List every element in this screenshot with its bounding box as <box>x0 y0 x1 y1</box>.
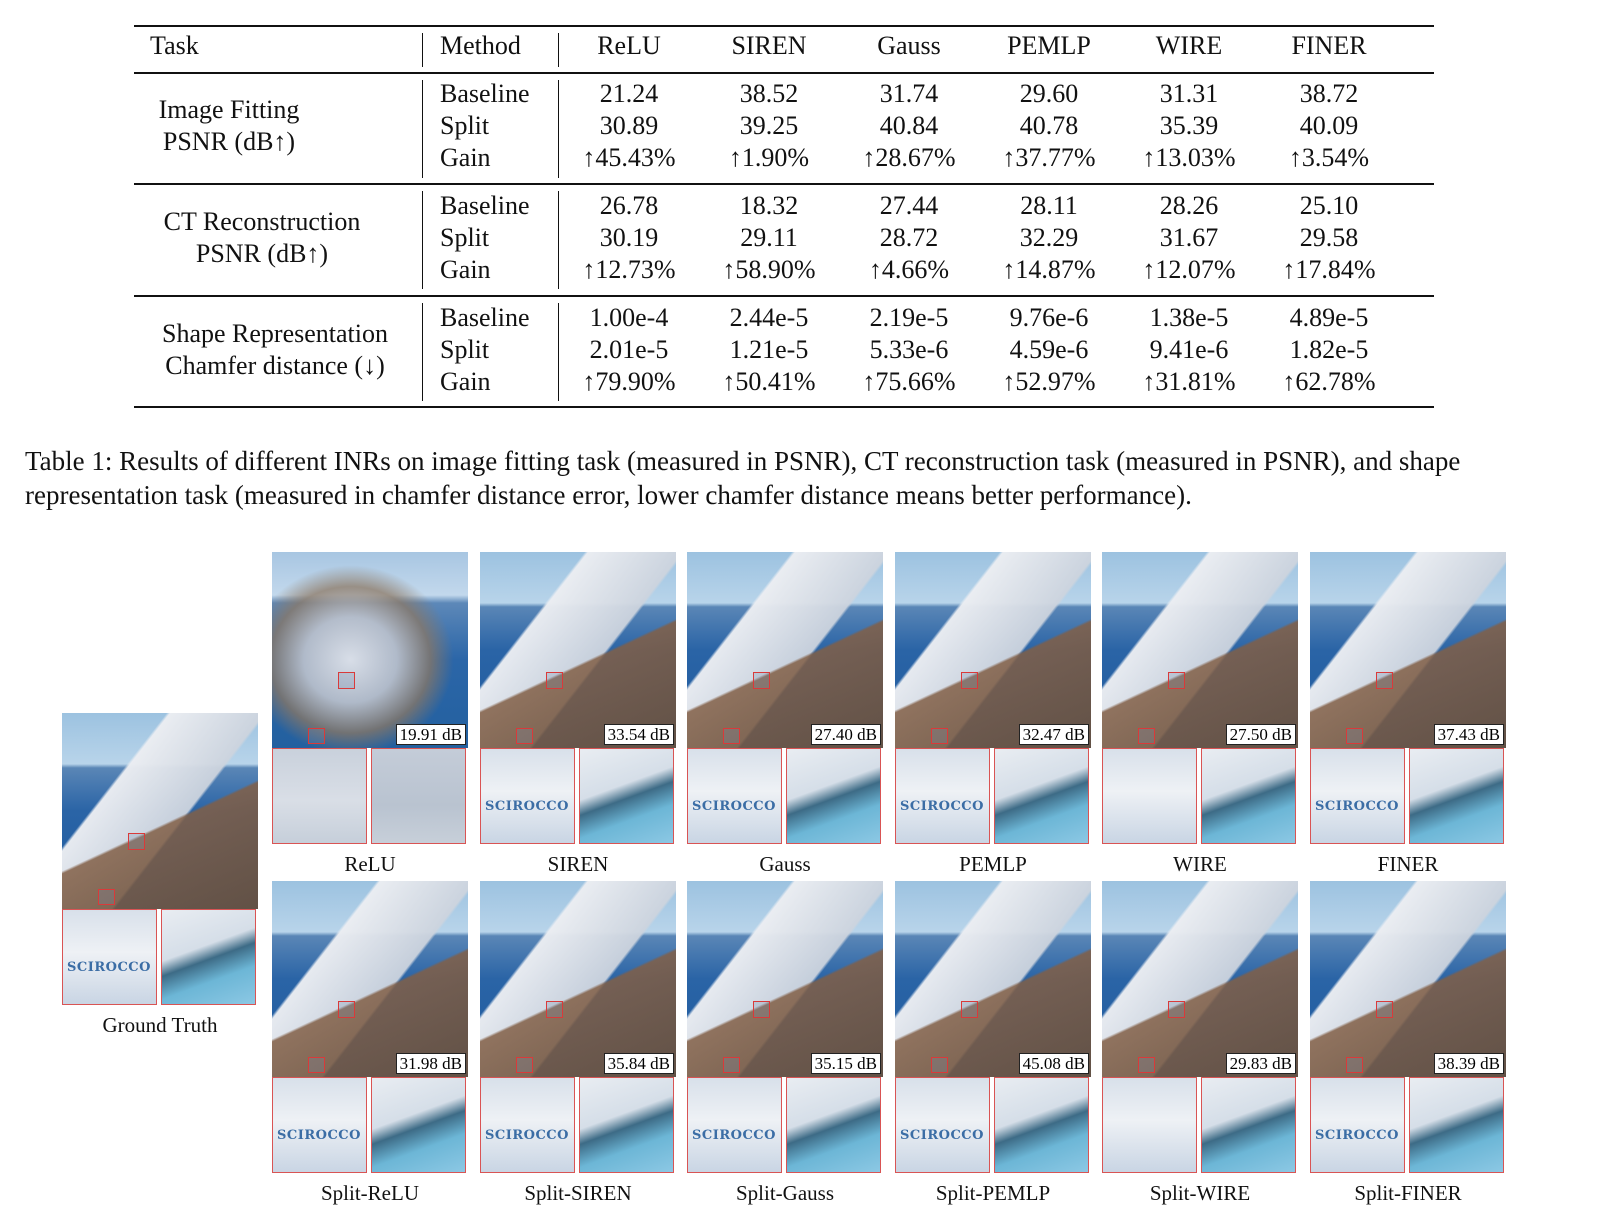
panel-split-wire <box>1102 881 1298 1205</box>
method-label: Baseline <box>440 303 530 332</box>
table-cell: ↑75.66% <box>862 367 956 396</box>
zoom-marker <box>961 672 978 689</box>
psnr-badge: 45.08 dB <box>1019 1053 1089 1074</box>
table-cell: ↑12.73% <box>582 255 676 284</box>
table-cell: 2.19e-5 <box>869 303 949 332</box>
psnr-badge: 27.40 dB <box>811 724 881 745</box>
table-cell: 28.11 <box>1020 191 1078 220</box>
crop-stairs <box>1409 1077 1504 1173</box>
crop-sign-text: SCIROCCO <box>692 799 776 814</box>
table-header-rule <box>134 72 1434 74</box>
header-task: Task <box>150 31 199 60</box>
header-wire: WIRE <box>1155 31 1223 60</box>
table-vline <box>422 303 423 401</box>
table-cell: ↑79.90% <box>582 367 676 396</box>
panel-image <box>272 552 468 748</box>
crop-sign <box>1102 748 1197 844</box>
method-label: Gain <box>440 255 491 284</box>
crop-stairs <box>994 748 1089 844</box>
panel-image <box>1310 552 1506 748</box>
panel-image <box>480 881 676 1077</box>
table-cell: 25.10 <box>1299 191 1359 220</box>
zoom-marker <box>98 889 115 905</box>
psnr-badge: 19.91 dB <box>396 724 466 745</box>
table-cell: 40.78 <box>1019 111 1079 140</box>
task-name: CT Reconstruction <box>163 207 361 236</box>
table-cell: 18.32 <box>739 191 799 220</box>
crop-sign <box>687 1077 782 1173</box>
table-cell: 5.33e-6 <box>869 335 949 364</box>
panel-pemlp <box>895 552 1091 876</box>
task-metric: Chamfer distance (↓) <box>165 351 385 380</box>
panel-image <box>62 713 258 909</box>
panel-image <box>895 881 1091 1077</box>
method-label: Split <box>440 335 490 364</box>
crop-stairs <box>786 748 881 844</box>
table-cell: 2.44e-5 <box>729 303 809 332</box>
table-cell: 29.60 <box>1019 79 1079 108</box>
table-cell: 32.29 <box>1019 223 1079 252</box>
crop-stairs <box>161 909 256 1005</box>
panel-image <box>1310 881 1506 1077</box>
table-cell: ↑4.66% <box>868 255 950 284</box>
table-cell: ↑58.90% <box>722 255 816 284</box>
table-cell: 38.52 <box>739 79 799 108</box>
crop-stairs <box>1201 1077 1296 1173</box>
zoom-marker <box>516 728 533 744</box>
crop-sign-text: SCIROCCO <box>485 799 569 814</box>
psnr-badge: 32.47 dB <box>1019 724 1089 745</box>
panel-ground-truth <box>62 713 258 1037</box>
crop-sign <box>1102 1077 1197 1173</box>
zoom-marker <box>723 728 740 744</box>
table-cell: ↑1.90% <box>728 143 810 172</box>
crop-stairs <box>1409 748 1504 844</box>
table-cell: ↑37.77% <box>1002 143 1096 172</box>
zoom-marker <box>308 1057 325 1073</box>
method-label: Baseline <box>440 191 530 220</box>
table-cell: ↑50.41% <box>722 367 816 396</box>
psnr-badge: 31.98 dB <box>396 1053 466 1074</box>
table-cell: 1.82e-5 <box>1289 335 1369 364</box>
table-cell: 4.59e-6 <box>1009 335 1089 364</box>
crop-sign <box>895 1077 990 1173</box>
crop-sign <box>272 748 367 844</box>
table-cell: 28.72 <box>879 223 939 252</box>
crop-stairs <box>371 1077 466 1173</box>
panel-label: Split-WIRE <box>1149 1181 1251 1205</box>
panel-split-relu <box>272 881 468 1205</box>
task-metric: PSNR (dB↑) <box>195 239 329 268</box>
crop-sign <box>687 748 782 844</box>
crop-stairs <box>1201 748 1296 844</box>
table-vline <box>422 33 423 67</box>
crop-sign-text: SCIROCCO <box>1315 1128 1399 1143</box>
table-group-rule <box>134 183 1434 185</box>
method-label: Baseline <box>440 79 530 108</box>
crop-stairs <box>579 748 674 844</box>
zoom-marker <box>308 728 325 744</box>
panel-image <box>272 881 468 1077</box>
panel-image <box>1102 552 1298 748</box>
header-method: Method <box>440 31 521 60</box>
zoom-marker <box>931 1057 948 1073</box>
table-cell: 39.25 <box>739 111 799 140</box>
crop-sign-text: SCIROCCO <box>485 1128 569 1143</box>
panel-label: Split-FINER <box>1354 1181 1462 1205</box>
panel-label: Split-PEMLP <box>935 1181 1051 1205</box>
zoom-marker <box>338 1001 355 1018</box>
crop-stairs <box>994 1077 1089 1173</box>
zoom-marker <box>753 1001 770 1018</box>
table-cell: 31.31 <box>1159 79 1219 108</box>
table-vline <box>422 191 423 289</box>
table-cell: ↑45.43% <box>582 143 676 172</box>
panel-siren <box>480 552 676 876</box>
table-vline <box>422 80 423 178</box>
table-cell: 38.72 <box>1299 79 1359 108</box>
panel-split-pemlp <box>895 881 1091 1205</box>
panel-relu <box>272 552 468 876</box>
psnr-badge: 37.43 dB <box>1434 724 1504 745</box>
table-group-rule <box>134 295 1434 297</box>
table-cell: 28.26 <box>1159 191 1219 220</box>
table-cell: ↑13.03% <box>1142 143 1236 172</box>
zoom-marker <box>961 1001 978 1018</box>
crop-sign <box>62 909 157 1005</box>
panel-label: PEMLP <box>959 852 1027 876</box>
table-cell: 2.01e-5 <box>589 335 669 364</box>
table-cell: 1.21e-5 <box>729 335 809 364</box>
panel-split-finer <box>1310 881 1506 1205</box>
table-cell: 31.74 <box>879 79 939 108</box>
zoom-marker <box>1346 1057 1363 1073</box>
table-cell: 9.41e-6 <box>1149 335 1229 364</box>
zoom-marker <box>546 672 563 689</box>
crop-sign <box>480 1077 575 1173</box>
table-cell: 40.09 <box>1299 111 1359 140</box>
crop-sign <box>272 1077 367 1173</box>
table-cell: ↑31.81% <box>1142 367 1236 396</box>
table-cell: ↑28.67% <box>862 143 956 172</box>
psnr-badge: 35.84 dB <box>604 1053 674 1074</box>
table-cell: ↑12.07% <box>1142 255 1236 284</box>
zoom-marker <box>1168 672 1185 689</box>
zoom-marker <box>1168 1001 1185 1018</box>
table-cell: 30.19 <box>599 223 659 252</box>
crop-sign-text: SCIROCCO <box>900 1128 984 1143</box>
panel-image <box>895 552 1091 748</box>
crop-sign-text: SCIROCCO <box>1315 799 1399 814</box>
zoom-marker <box>931 728 948 744</box>
crop-sign <box>1310 1077 1405 1173</box>
panel-finer <box>1310 552 1506 876</box>
zoom-marker <box>338 672 355 689</box>
crop-stairs <box>371 748 466 844</box>
panel-label: WIRE <box>1173 852 1227 876</box>
zoom-marker <box>546 1001 563 1018</box>
crop-sign-text: SCIROCCO <box>692 1128 776 1143</box>
panel-image <box>1102 881 1298 1077</box>
table-cell: ↑52.97% <box>1002 367 1096 396</box>
table-cell: 27.44 <box>879 191 939 220</box>
zoom-marker <box>1346 728 1363 744</box>
header-siren: SIREN <box>731 31 807 60</box>
header-relu: ReLU <box>597 31 661 60</box>
psnr-badge: 38.39 dB <box>1434 1053 1504 1074</box>
crop-sign <box>1310 748 1405 844</box>
psnr-badge: 29.83 dB <box>1226 1053 1296 1074</box>
header-pemlp: PEMLP <box>1007 31 1091 60</box>
crop-stairs <box>786 1077 881 1173</box>
method-label: Split <box>440 223 490 252</box>
method-label: Gain <box>440 367 491 396</box>
panel-image <box>687 881 883 1077</box>
task-name: Shape Representation <box>162 319 388 348</box>
zoom-marker <box>1138 728 1155 744</box>
table-cell: ↑3.54% <box>1288 143 1370 172</box>
zoom-marker <box>1376 672 1393 689</box>
panel-image <box>480 552 676 748</box>
header-gauss: Gauss <box>877 31 941 60</box>
method-label: Gain <box>440 143 491 172</box>
table-cell: 29.58 <box>1299 223 1359 252</box>
panel-label: Ground Truth <box>102 1013 218 1037</box>
table-cell: 30.89 <box>599 111 659 140</box>
panel-split-siren <box>480 881 676 1205</box>
zoom-marker <box>516 1057 533 1073</box>
table-cell: 21.24 <box>599 79 659 108</box>
table-cell: 1.38e-5 <box>1149 303 1229 332</box>
psnr-badge: 35.15 dB <box>811 1053 881 1074</box>
crop-sign <box>895 748 990 844</box>
zoom-marker <box>723 1057 740 1073</box>
table-cell: 1.00e-4 <box>589 303 669 332</box>
panel-label: ReLU <box>344 852 396 876</box>
crop-sign-text: SCIROCCO <box>67 960 151 975</box>
table-caption: Table 1: Results of different INRs on image fitting task (measured in PSNR), CT reconstruction task (measured in PSNR), and shape representation task (measured in chamfer distance error, lower chamfer distance means better performance). <box>25 446 1461 510</box>
table-cell: ↑17.84% <box>1282 255 1376 284</box>
task-name: Image Fitting <box>158 95 300 124</box>
table-cell: ↑62.78% <box>1282 367 1376 396</box>
panel-label: Split-SIREN <box>524 1181 632 1205</box>
panel-split-gauss <box>687 881 883 1205</box>
zoom-marker <box>753 672 770 689</box>
panel-label: FINER <box>1377 852 1439 876</box>
panel-label: Split-ReLU <box>321 1181 419 1205</box>
task-metric: PSNR (dB↑) <box>162 127 296 156</box>
table-cell: 4.89e-5 <box>1289 303 1369 332</box>
crop-sign-text: SCIROCCO <box>277 1128 361 1143</box>
panel-gauss <box>687 552 883 876</box>
table-cell: 35.39 <box>1159 111 1219 140</box>
zoom-marker <box>1138 1057 1155 1073</box>
table-cell: 31.67 <box>1159 223 1219 252</box>
table-top-rule <box>134 25 1434 27</box>
table-cell: 29.11 <box>740 223 798 252</box>
crop-sign-text: SCIROCCO <box>900 799 984 814</box>
panel-image <box>687 552 883 748</box>
table-cell: 9.76e-6 <box>1009 303 1089 332</box>
crop-sign <box>480 748 575 844</box>
panel-label: Gauss <box>759 852 811 876</box>
table-cell: ↑14.87% <box>1002 255 1096 284</box>
panel-wire <box>1102 552 1298 876</box>
method-label: Split <box>440 111 490 140</box>
panel-label: SIREN <box>547 852 609 876</box>
header-finer: FINER <box>1291 31 1367 60</box>
zoom-marker <box>1376 1001 1393 1018</box>
table-bottom-rule <box>134 406 1434 408</box>
psnr-badge: 27.50 dB <box>1226 724 1296 745</box>
table-cell: 26.78 <box>599 191 659 220</box>
panel-label: Split-Gauss <box>735 1181 834 1205</box>
zoom-marker <box>128 833 145 850</box>
crop-stairs <box>579 1077 674 1173</box>
psnr-badge: 33.54 dB <box>604 724 674 745</box>
table-cell: 40.84 <box>879 111 939 140</box>
